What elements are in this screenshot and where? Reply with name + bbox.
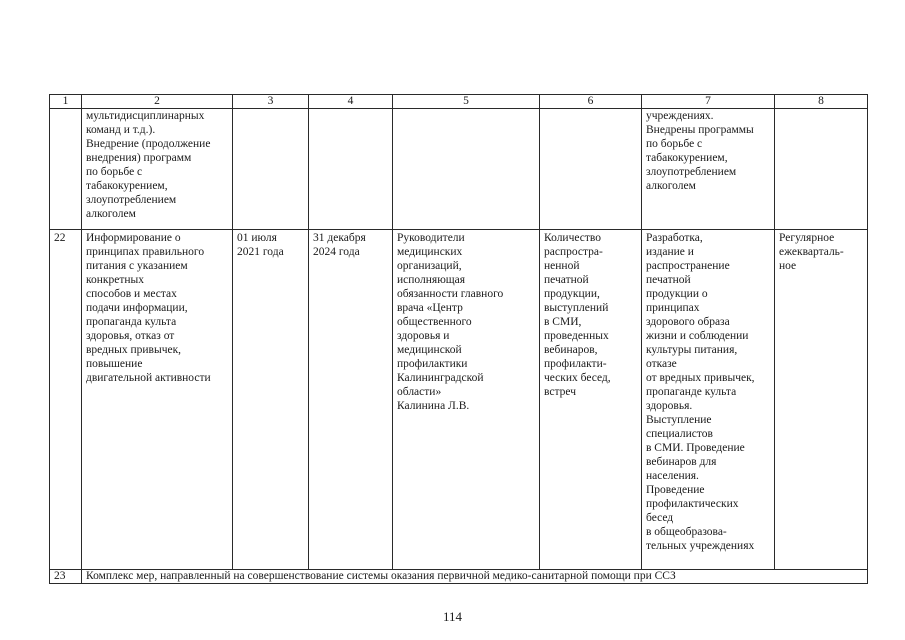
header-cell: 3 <box>233 95 309 109</box>
indicator-text: Количество распростра- ненной печатной продукции, выступлений в СМИ, проведенных вебинаров, профилакти- ческих бесед, встреч <box>544 232 611 398</box>
start-date-text: 01 июля 2021 года <box>237 232 284 258</box>
header-cell: 6 <box>540 95 642 109</box>
header-cell: 5 <box>393 95 540 109</box>
action-plan-table <box>49 94 868 584</box>
table-row-22 <box>50 230 868 570</box>
header-cell: 7 <box>642 95 775 109</box>
column-number-header-row <box>50 95 868 109</box>
indicator-cell <box>540 109 642 230</box>
row-number-cell <box>50 109 82 230</box>
responsible-cell <box>393 109 540 230</box>
end-date-cell <box>309 109 393 230</box>
result-cell <box>642 109 775 230</box>
responsible-cell <box>393 230 540 570</box>
header-cell: 1 <box>50 95 82 109</box>
result-cell <box>642 230 775 570</box>
measure-cell <box>82 230 233 570</box>
indicator-cell <box>540 230 642 570</box>
start-date-cell <box>233 230 309 570</box>
section-heading-cell: Комплекс мер, направленный на совершенствование системы оказания первичной медико-санитарной помощи при ССЗ <box>82 570 868 584</box>
frequency-cell <box>775 230 868 570</box>
page-number: 114 <box>442 609 463 624</box>
measure-cell <box>82 109 233 230</box>
measure-text: Информирование о принципах правильного питания с указанием конкретных способов и местах подачи информации, пропаганда культа здоровья, отказ от вредных привычек, повышение двигательной активности <box>86 232 211 384</box>
header-cell: 2 <box>82 95 233 109</box>
header-cell: 8 <box>775 95 868 109</box>
row-number-cell: 23 <box>50 570 82 584</box>
table-row-continuation <box>50 109 868 230</box>
table-row-23 <box>50 570 868 584</box>
start-date-cell <box>233 109 309 230</box>
responsible-text: Руководители медицинских организаций, исполняющая обязанности главного врача «Центр общественного здоровья и медицинской профилактики Калининградской области» Калинина Л.В. <box>397 232 504 412</box>
end-date-cell <box>309 230 393 570</box>
header-cell: 4 <box>309 95 393 109</box>
row-number-cell: 22 <box>50 230 82 570</box>
result-text: Разработка, издание и распространение печатной продукции о принципах здорового образа жизни и соблюдении культуры питания, отказе от вредных привычек, пропаганде культа здоровья. Выступление специалистов в СМИ. Проведение вебинаров для населения. Проведение профилактических бесед в общеобразова- тельных учреждениях <box>646 232 755 552</box>
frequency-text: Регулярное ежекварталь- ное <box>779 232 844 272</box>
end-date-text: 31 декабря 2024 года <box>313 232 366 258</box>
measure-text: мультидисциплинарных команд и т.д.). Внедрение (продолжение внедрения) программ по борьбе с табакокурением, злоупотреблением алкоголем <box>86 110 211 220</box>
frequency-cell <box>775 109 868 230</box>
result-text: учреждениях. Внедрены программы по борьбе с табакокурением, злоупотреблением алкоголем <box>646 110 754 192</box>
